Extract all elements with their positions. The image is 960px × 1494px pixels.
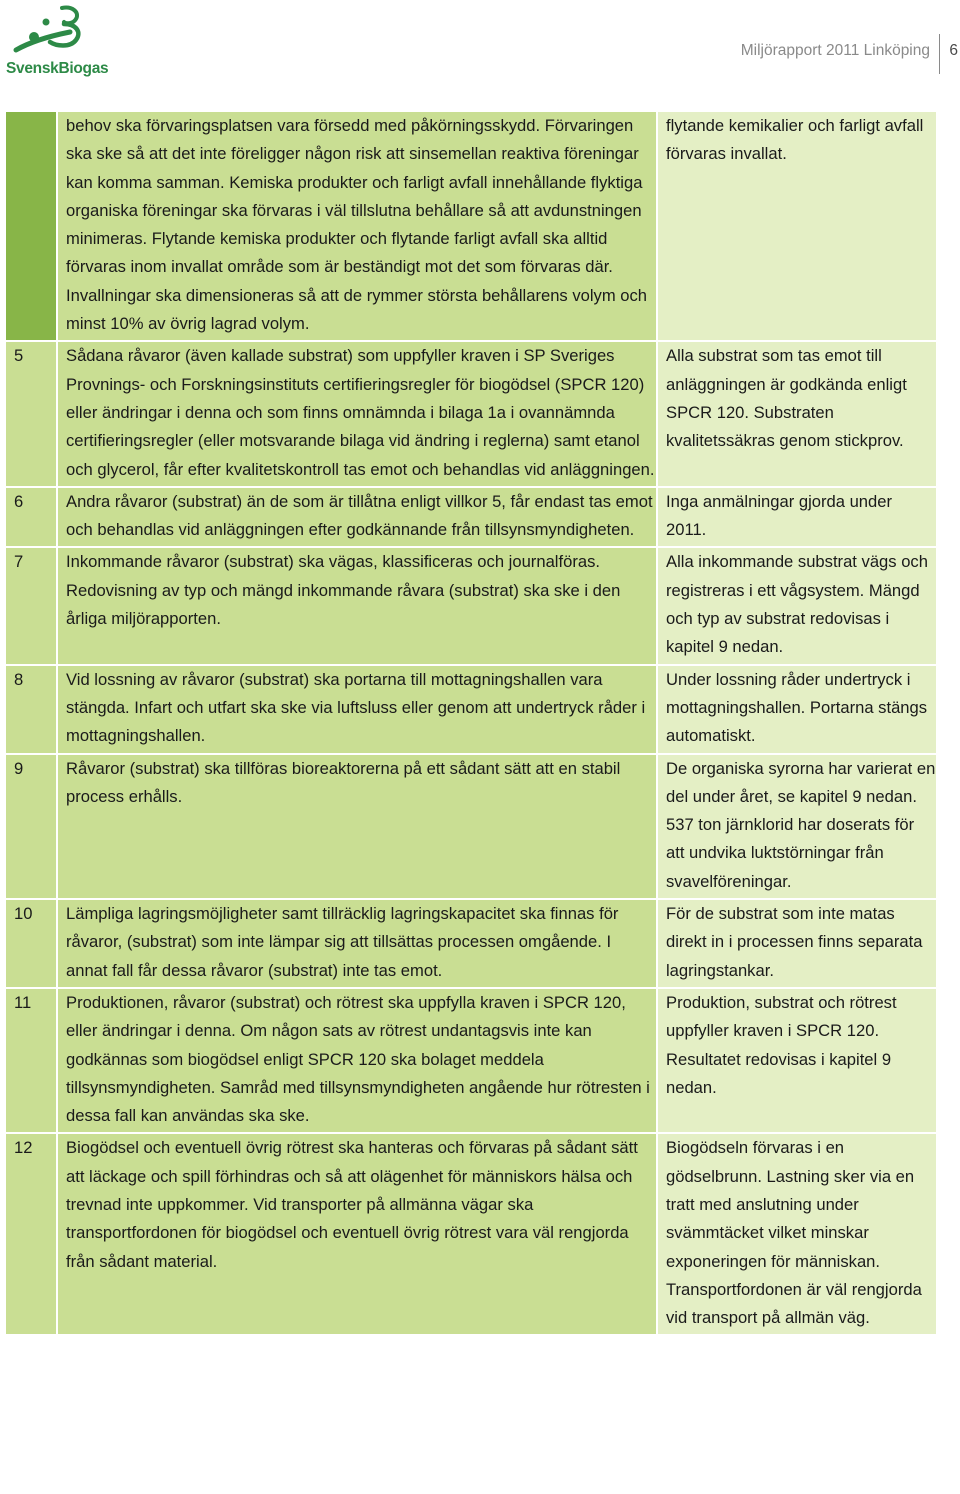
table-row (6, 548, 936, 663)
condition-number (6, 112, 56, 340)
condition-note: De organiska syrorna har varierat en del under året, se kapitel 9 nedan. 537 ton järnklorid har doserats för att undvika luktstörningar från svavelföreningar. (658, 755, 936, 898)
condition-note: Biogödseln förvaras i en gödselbrunn. Lastning sker via en tratt med anslutning under svämmtäcket vilket minskar exponeringen för människan. Transportfordonen är väl rengjorda vid transport på allmän väg. (658, 1134, 936, 1334)
condition-number: 10 (6, 900, 56, 987)
logo-text: SvenskBiogas (6, 60, 109, 77)
condition-requirement: behov ska förvaringsplatsen vara försedd med påkörningsskydd. Förvaringen ska ske så att det inte föreligger någon risk att sinsemellan reaktiva föreningar kan komma samman. Kemiska produkter och farligt avfall innehållande flyktiga organiska föreningar ska förvaras i väl tillslutna behållare så att avdunstningen minimeras. Flytande kemiska produkter och flytande farligt avfall ska alltid förvaras inom invallat område som är beständigt mot det som förvaras där. Invallningar ska dimensioneras så att de rymmer största behållarens volym och minst 10% av övrig lagrad volym. (58, 112, 656, 340)
condition-requirement: Biogödsel och eventuell övrig rötrest ska hanteras och förvaras på sådant sätt att läckage och spill förhindras och så att olägenhet för människors hälsa och trevnad inte uppkommer. Vid transporter på allmänna vägar ska transportfordonen för biogödsel och eventuell övrig rötrest vara väl rengjorda från sådant material. (58, 1134, 656, 1334)
condition-number: 12 (6, 1134, 56, 1334)
condition-number: 8 (6, 666, 56, 753)
report-title: Miljörapport 2011 Linköping (740, 42, 930, 59)
condition-number: 5 (6, 342, 56, 485)
condition-requirement: Lämpliga lagringsmöjligheter samt tillräcklig lagringskapacitet ska finnas för råvaror, (substrat) som inte lämpar sig att tillsättas processen omgående. I annat fall får dessa råvaror (substrat) inte tas emot. (58, 900, 656, 987)
condition-note: Produktion, substrat och rötrest uppfyller kraven i SPCR 120. Resultatet redovisas i kapitel 9 nedan. (658, 989, 936, 1132)
svenskbiogas-logo (4, 2, 109, 82)
condition-requirement: Andra råvaror (substrat) än de som är tillåtna enligt villkor 5, får endast tas emot och behandlas vid anläggningen efter godkännande från tillsynsmyndigheten. (58, 488, 656, 547)
biogas-logo-icon (10, 2, 90, 62)
condition-number: 9 (6, 755, 56, 898)
table-row (6, 1134, 936, 1334)
condition-note: För de substrat som inte matas direkt in i processen finns separata lagringstankar. (658, 900, 936, 987)
table-row (6, 112, 936, 340)
condition-note: flytande kemikalier och farligt avfall förvaras invallat. (658, 112, 936, 340)
table-row (6, 488, 936, 547)
conditions-table (4, 110, 938, 1336)
table-row (6, 342, 936, 485)
condition-number: 11 (6, 989, 56, 1132)
table-row (6, 666, 936, 753)
page-number: 6 (949, 42, 958, 59)
condition-requirement: Vid lossning av råvaror (substrat) ska portarna till mottagningshallen vara stängda. Infart och utfart ska ske via luftsluss eller genom att undertryck råder i mottagningshallen. (58, 666, 656, 753)
condition-requirement: Sådana råvaror (även kallade substrat) som uppfyller kraven i SP Sveriges Provnings- och Forskningsinstituts certifieringsregler för biogödsel (SPCR 120) eller ändringar i denna och som finns omnämnda i bilaga 1a i ovannämnda certifieringsregler (eller motsvarande bilaga vid ändring i reglerna) samt etanol och glycerol, får efter kvalitetskontroll tas emot och behandlas vid anläggningen. (58, 342, 656, 485)
page-header (0, 0, 960, 100)
condition-number: 6 (6, 488, 56, 547)
condition-note: Inga anmälningar gjorda under 2011. (658, 488, 936, 547)
table-row (6, 900, 936, 987)
table-row (6, 989, 936, 1132)
condition-requirement: Råvaror (substrat) ska tillföras bioreaktorerna på ett sådant sätt att en stabil process erhålls. (58, 755, 656, 898)
table-row (6, 755, 936, 898)
header-divider (939, 34, 940, 74)
condition-requirement: Inkommande råvaror (substrat) ska vägas, klassificeras och journalföras. Redovisning av typ och mängd inkommande råvara (substrat) ska ske i den årliga miljörapporten. (58, 548, 656, 663)
condition-number: 7 (6, 548, 56, 663)
condition-note: Alla substrat som tas emot till anläggningen är godkända enligt SPCR 120. Substraten kvalitetssäkras genom stickprov. (658, 342, 936, 485)
condition-note: Under lossning råder undertryck i mottagningshallen. Portarna stängs automatiskt. (658, 666, 936, 753)
condition-requirement: Produktionen, råvaror (substrat) och rötrest ska uppfylla kraven i SPCR 120, eller ändringar i denna. Om någon sats av rötrest undantagsvis inte kan godkännas som biogödsel enligt SPCR 120 ska bolaget meddela tillsynsmyndigheten. Samråd med tillsynsmyndigheten angående hur rötresten i dessa fall kan användas ska ske. (58, 989, 656, 1132)
condition-note: Alla inkommande substrat vägs och registreras i ett vågsystem. Mängd och typ av substrat redovisas i kapitel 9 nedan. (658, 548, 936, 663)
